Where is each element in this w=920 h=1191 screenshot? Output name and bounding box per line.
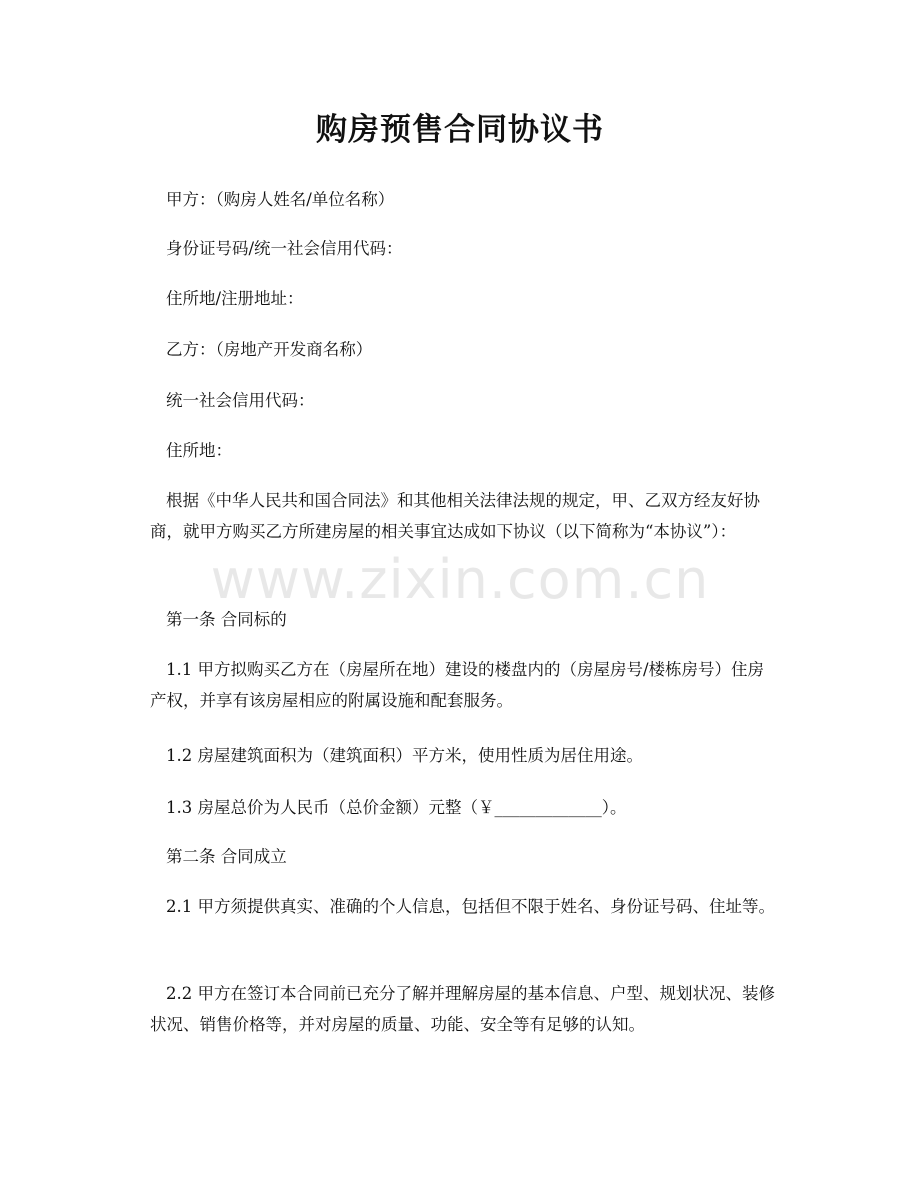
party-b-credit-code: 统一社会信用代码： xyxy=(166,391,315,410)
clause-2-2: 2.2 甲方在签订本合同前已充分了解并理解房屋的基本信息、户型、规划状况、装修状况、销售价格等，并对房屋的质量、功能、安全等有足够的认知。 xyxy=(150,984,775,1034)
clause-1-1: 1.1 甲方拟购买乙方在（房屋所在地）建设的楼盘内的（房屋房号/楼栋房号）住房产权，并享有该房屋相应的附属设施和配套服务。 xyxy=(150,660,765,710)
party-a-address: 住所地/注册地址： xyxy=(166,289,304,308)
party-b-address: 住所地： xyxy=(166,441,232,460)
article-2-heading: 第二条 合同成立 xyxy=(166,847,287,866)
clause-1-3: 1.3 房屋总价为人民币（总价金额）元整（￥_____________）。 xyxy=(166,798,627,817)
clause-2-1: 2.1 甲方须提供真实、准确的个人信息，包括但不限于姓名、身份证号码、住址等。 xyxy=(166,897,775,916)
watermark-text: www.zixin.com.cn xyxy=(210,548,710,611)
document-title: 购房预售合同协议书 xyxy=(316,112,604,148)
party-a-name: 甲方：（购房人姓名/单位名称） xyxy=(166,190,395,209)
party-a-id-number: 身份证号码/统一社会信用代码： xyxy=(166,239,403,258)
preamble-paragraph: 根据《中华人民共和国合同法》和其他相关法律法规的规定，甲、乙双方经友好协商，就甲方购买乙方所建房屋的相关事宜达成如下协议（以下简称为“本协议”）： xyxy=(150,491,760,541)
clause-1-2: 1.2 房屋建筑面积为（建筑面积）平方米，使用性质为居住用途。 xyxy=(166,746,643,765)
article-1-heading: 第一条 合同标的 xyxy=(166,610,287,629)
party-b-name: 乙方：（房地产开发商名称） xyxy=(166,340,373,359)
